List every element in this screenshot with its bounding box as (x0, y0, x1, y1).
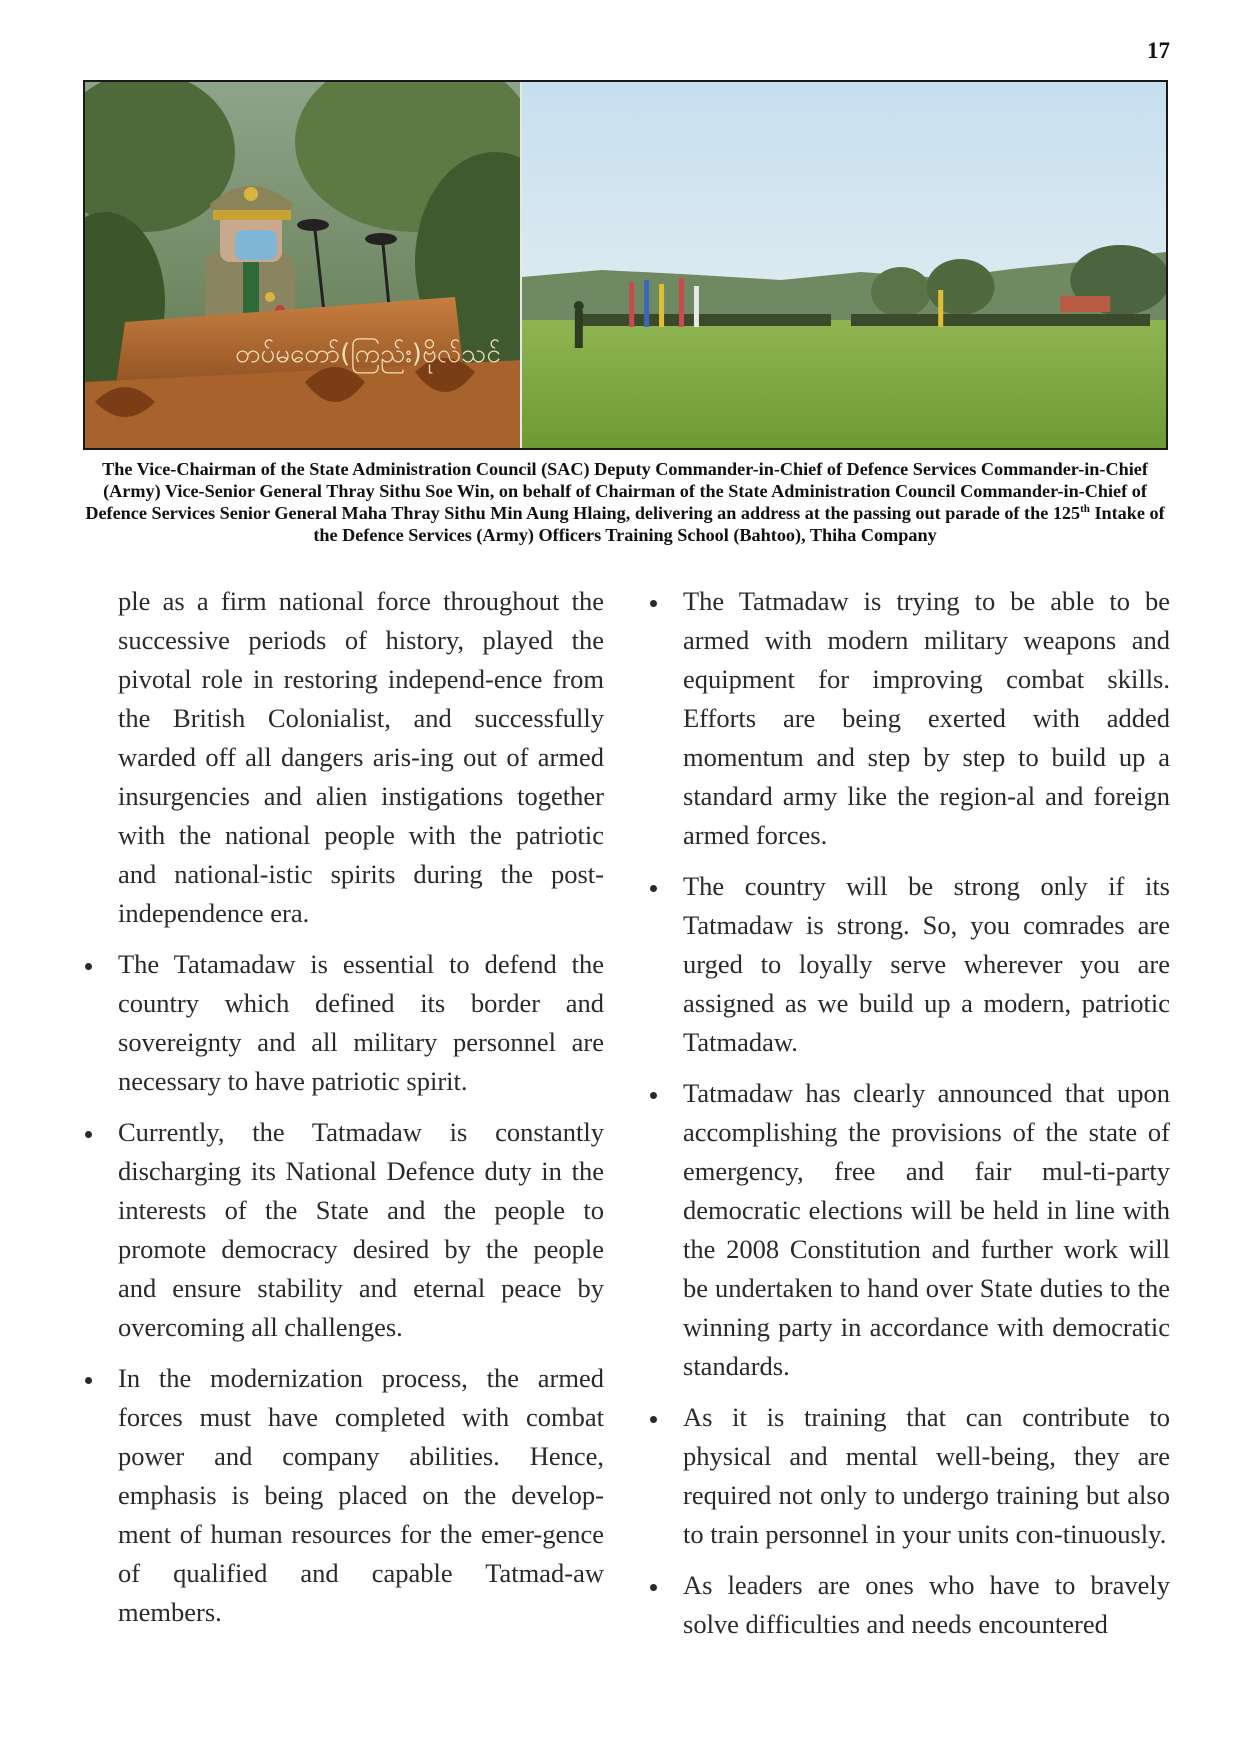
podium-text: တပ်မတော်(ကြည်း)ဗိုလ်သင် (235, 339, 501, 369)
page-number: 17 (1147, 38, 1170, 63)
speaker-photo (85, 82, 522, 448)
bullet-item: As it is training that can contribute to physical and mental well-being, they are required not only to undergo training but also to train personnel in your units con-tinuously. (683, 1398, 1170, 1554)
caption-superscript: th (1080, 502, 1090, 515)
photo-panel (83, 80, 1168, 450)
caption-text-main: The Vice-Chairman of the State Administration Council (SAC) Deputy Commander-in-Chief of Defence Services Commander-in-Chief (Army) Vice-Senior General Thray Sithu Soe Win, on behalf of Chairman of the State Administration Council Commander-in-Chief of Defence Services Senior General Maha Thray Sithu Min Aung Hlaing, delivering an address at the passing out parade of the 125 (85, 459, 1148, 523)
caption-text-end: Intake of the Defence Services (Army) Officers Training School (Bahtoo), Thiha Company (313, 503, 1165, 545)
right-column (683, 582, 1170, 1656)
bullet-item: The Tatmadaw is trying to be able to be armed with modern military weapons and equipment for improving combat skills. Efforts are being exerted with added momentum and step by step to build up a standard army like the region-al and foreign armed forces. (683, 582, 1170, 855)
paragraph-continuation: ple as a firm national force throughout the successive periods of history, played the pivotal role in restoring independ-ence from the British Colonialist, and successfully warded off all dangers aris-ing out of armed insurgencies and alien instigations together with the national people with the patriotic and national-istic spirits during the post-independence era. (118, 586, 604, 928)
left-column (118, 582, 604, 1644)
parade-photo (522, 82, 1166, 448)
bullet-item: As leaders are ones who have to bravely solve difficulties and needs encountered (683, 1566, 1170, 1644)
photo-caption (84, 458, 1166, 546)
bullet-item: The country will be strong only if its Tatmadaw is strong. So, you comrades are urged to loyally serve wherever you are assigned as we build up a modern, patriotic Tatmadaw. (683, 867, 1170, 1062)
bullet-item: Tatmadaw has clearly announced that upon accomplishing the provisions of the state of emergency, free and fair mul-ti-party democratic elections will be held in line with the 2008 Constitution and further work will be undertaken to hand over State duties to the winning party in accordance with democratic standards. (683, 1074, 1170, 1386)
bullet-item: Currently, the Tatmadaw is constantly discharging its National Defence duty in the interests of the State and the people to promote democracy desired by the people and ensure stability and eternal peace by overcoming all challenges. (118, 1113, 604, 1347)
bullet-item: The Tatamadaw is essential to defend the country which defined its border and sovereignty and all military personnel are necessary to have patriotic spirit. (118, 945, 604, 1101)
bullet-item: In the modernization process, the armed forces must have completed with combat power and company abilities. Hence, emphasis is being placed on the develop-ment of human resources for the emer-gence of qualified and capable Tatmad-aw members. (118, 1359, 604, 1632)
